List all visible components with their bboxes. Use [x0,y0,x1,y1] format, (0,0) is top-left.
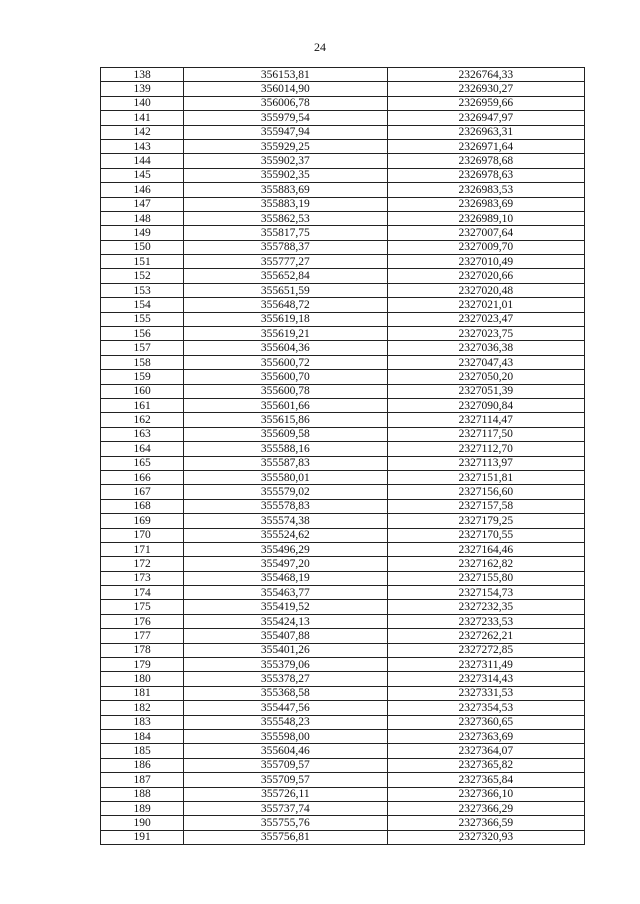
point-number-cell: 191 [101,830,184,844]
y-coordinate-cell: 2327365,84 [387,773,584,787]
x-coordinate-cell: 356153,81 [184,68,387,82]
y-coordinate-cell: 2327262,21 [387,629,584,643]
x-coordinate-cell: 355600,72 [184,355,387,369]
y-coordinate-cell: 2326989,10 [387,211,584,225]
y-coordinate-cell: 2327272,85 [387,643,584,657]
table-row [101,427,585,441]
point-number-cell: 166 [101,470,184,484]
table-row [101,312,585,326]
x-coordinate-cell: 355368,58 [184,686,387,700]
x-coordinate-cell: 355401,26 [184,643,387,657]
point-number-cell: 169 [101,514,184,528]
point-number-cell: 176 [101,614,184,628]
y-coordinate-cell: 2327023,47 [387,312,584,326]
y-coordinate-cell: 2327020,66 [387,269,584,283]
x-coordinate-cell: 355609,58 [184,427,387,441]
y-coordinate-cell: 2327232,35 [387,600,584,614]
point-number-cell: 153 [101,283,184,297]
point-number-cell: 163 [101,427,184,441]
y-coordinate-cell: 2327020,48 [387,283,584,297]
x-coordinate-cell: 355524,62 [184,528,387,542]
y-coordinate-cell: 2327036,38 [387,341,584,355]
point-number-cell: 155 [101,312,184,326]
y-coordinate-cell: 2327007,64 [387,226,584,240]
x-coordinate-cell: 355619,18 [184,312,387,326]
point-number-cell: 190 [101,816,184,830]
y-coordinate-cell: 2327051,39 [387,384,584,398]
x-coordinate-cell: 355574,38 [184,514,387,528]
table-row [101,542,585,556]
x-coordinate-cell: 355588,16 [184,442,387,456]
table-row [101,298,585,312]
table-row [101,226,585,240]
table-row [101,240,585,254]
y-coordinate-cell: 2326971,64 [387,139,584,153]
table-row [101,499,585,513]
table-row [101,773,585,787]
y-coordinate-cell: 2327179,25 [387,514,584,528]
y-coordinate-cell: 2327366,10 [387,787,584,801]
x-coordinate-cell: 355468,19 [184,571,387,585]
point-number-cell: 154 [101,298,184,312]
y-coordinate-cell: 2327117,50 [387,427,584,441]
x-coordinate-cell: 355580,01 [184,470,387,484]
x-coordinate-cell: 355419,52 [184,600,387,614]
table-row [101,168,585,182]
table-row [101,183,585,197]
coordinates-table-body [101,68,585,845]
point-number-cell: 147 [101,197,184,211]
y-coordinate-cell: 2326978,68 [387,154,584,168]
x-coordinate-cell: 355726,11 [184,787,387,801]
x-coordinate-cell: 355604,46 [184,744,387,758]
table-row [101,125,585,139]
y-coordinate-cell: 2327090,84 [387,398,584,412]
point-number-cell: 170 [101,528,184,542]
x-coordinate-cell: 355600,78 [184,384,387,398]
x-coordinate-cell: 355619,21 [184,327,387,341]
x-coordinate-cell: 355598,00 [184,729,387,743]
y-coordinate-cell: 2326930,27 [387,82,584,96]
point-number-cell: 146 [101,183,184,197]
table-row [101,787,585,801]
table-row [101,701,585,715]
y-coordinate-cell: 2327113,97 [387,456,584,470]
y-coordinate-cell: 2327112,70 [387,442,584,456]
table-row [101,139,585,153]
y-coordinate-cell: 2326959,66 [387,96,584,110]
point-number-cell: 162 [101,413,184,427]
x-coordinate-cell: 355652,84 [184,269,387,283]
table-row [101,442,585,456]
y-coordinate-cell: 2326963,31 [387,125,584,139]
y-coordinate-cell: 2327363,69 [387,729,584,743]
table-row [101,816,585,830]
x-coordinate-cell: 355929,25 [184,139,387,153]
x-coordinate-cell: 355817,75 [184,226,387,240]
table-row [101,672,585,686]
y-coordinate-cell: 2327364,07 [387,744,584,758]
point-number-cell: 177 [101,629,184,643]
point-number-cell: 168 [101,499,184,513]
point-number-cell: 180 [101,672,184,686]
point-number-cell: 165 [101,456,184,470]
table-row [101,96,585,110]
x-coordinate-cell: 355579,02 [184,485,387,499]
y-coordinate-cell: 2326764,33 [387,68,584,82]
x-coordinate-cell: 356006,78 [184,96,387,110]
table-row [101,729,585,743]
point-number-cell: 144 [101,154,184,168]
x-coordinate-cell: 355947,94 [184,125,387,139]
table-row [101,485,585,499]
x-coordinate-cell: 355447,56 [184,701,387,715]
x-coordinate-cell: 355600,70 [184,370,387,384]
point-number-cell: 142 [101,125,184,139]
table-row [101,470,585,484]
table-row [101,384,585,398]
y-coordinate-cell: 2327157,58 [387,499,584,513]
table-row [101,744,585,758]
y-coordinate-cell: 2327331,53 [387,686,584,700]
point-number-cell: 174 [101,586,184,600]
point-number-cell: 158 [101,355,184,369]
y-coordinate-cell: 2327050,20 [387,370,584,384]
y-coordinate-cell: 2327155,80 [387,571,584,585]
y-coordinate-cell: 2327170,55 [387,528,584,542]
x-coordinate-cell: 355496,29 [184,542,387,556]
x-coordinate-cell: 355883,19 [184,197,387,211]
table-row [101,355,585,369]
table-row [101,68,585,82]
table-row [101,341,585,355]
y-coordinate-cell: 2327009,70 [387,240,584,254]
point-number-cell: 188 [101,787,184,801]
x-coordinate-cell: 355755,76 [184,816,387,830]
y-coordinate-cell: 2326978,63 [387,168,584,182]
table-row [101,600,585,614]
y-coordinate-cell: 2327151,81 [387,470,584,484]
x-coordinate-cell: 355379,06 [184,658,387,672]
x-coordinate-cell: 355378,27 [184,672,387,686]
point-number-cell: 187 [101,773,184,787]
x-coordinate-cell: 355709,57 [184,773,387,787]
table-row [101,283,585,297]
point-number-cell: 175 [101,600,184,614]
table-row [101,514,585,528]
x-coordinate-cell: 355902,35 [184,168,387,182]
y-coordinate-cell: 2327164,46 [387,542,584,556]
point-number-cell: 167 [101,485,184,499]
point-number-cell: 149 [101,226,184,240]
y-coordinate-cell: 2327021,01 [387,298,584,312]
point-number-cell: 186 [101,758,184,772]
table-row [101,82,585,96]
y-coordinate-cell: 2327366,59 [387,816,584,830]
table-row [101,154,585,168]
x-coordinate-cell: 355756,81 [184,830,387,844]
x-coordinate-cell: 355578,83 [184,499,387,513]
point-number-cell: 183 [101,715,184,729]
point-number-cell: 150 [101,240,184,254]
y-coordinate-cell: 2327311,49 [387,658,584,672]
table-row [101,586,585,600]
x-coordinate-cell: 355587,83 [184,456,387,470]
x-coordinate-cell: 355709,57 [184,758,387,772]
x-coordinate-cell: 355497,20 [184,557,387,571]
table-row [101,111,585,125]
y-coordinate-cell: 2327047,43 [387,355,584,369]
x-coordinate-cell: 355548,23 [184,715,387,729]
point-number-cell: 157 [101,341,184,355]
y-coordinate-cell: 2327114,47 [387,413,584,427]
x-coordinate-cell: 355788,37 [184,240,387,254]
x-coordinate-cell: 355902,37 [184,154,387,168]
table-row [101,413,585,427]
table-row [101,557,585,571]
table-row [101,758,585,772]
point-number-cell: 151 [101,255,184,269]
table-row [101,830,585,844]
x-coordinate-cell: 355424,13 [184,614,387,628]
x-coordinate-cell: 355737,74 [184,801,387,815]
point-number-cell: 145 [101,168,184,182]
point-number-cell: 152 [101,269,184,283]
table-row [101,255,585,269]
table-row [101,528,585,542]
coordinates-table [100,67,585,845]
y-coordinate-cell: 2327156,60 [387,485,584,499]
y-coordinate-cell: 2327162,82 [387,557,584,571]
table-row [101,571,585,585]
y-coordinate-cell: 2327354,53 [387,701,584,715]
point-number-cell: 140 [101,96,184,110]
table-row [101,614,585,628]
point-number-cell: 184 [101,729,184,743]
table-row [101,801,585,815]
point-number-cell: 160 [101,384,184,398]
x-coordinate-cell: 355604,36 [184,341,387,355]
point-number-cell: 171 [101,542,184,556]
point-number-cell: 178 [101,643,184,657]
table-row [101,211,585,225]
table-row [101,398,585,412]
table-row [101,658,585,672]
y-coordinate-cell: 2327023,75 [387,327,584,341]
table-row [101,197,585,211]
table-row [101,715,585,729]
table-row [101,643,585,657]
table-row [101,269,585,283]
point-number-cell: 159 [101,370,184,384]
point-number-cell: 138 [101,68,184,82]
point-number-cell: 182 [101,701,184,715]
y-coordinate-cell: 2327233,53 [387,614,584,628]
point-number-cell: 185 [101,744,184,758]
point-number-cell: 189 [101,801,184,815]
point-number-cell: 181 [101,686,184,700]
point-number-cell: 143 [101,139,184,153]
x-coordinate-cell: 355862,53 [184,211,387,225]
table-row [101,370,585,384]
point-number-cell: 139 [101,82,184,96]
y-coordinate-cell: 2327360,65 [387,715,584,729]
table-row [101,456,585,470]
point-number-cell: 173 [101,571,184,585]
y-coordinate-cell: 2326983,53 [387,183,584,197]
table-row [101,327,585,341]
x-coordinate-cell: 355979,54 [184,111,387,125]
y-coordinate-cell: 2327366,29 [387,801,584,815]
point-number-cell: 148 [101,211,184,225]
y-coordinate-cell: 2327314,43 [387,672,584,686]
x-coordinate-cell: 356014,90 [184,82,387,96]
x-coordinate-cell: 355601,66 [184,398,387,412]
y-coordinate-cell: 2327365,82 [387,758,584,772]
page-number: 24 [314,40,326,54]
x-coordinate-cell: 355651,59 [184,283,387,297]
point-number-cell: 156 [101,327,184,341]
x-coordinate-cell: 355463,77 [184,586,387,600]
table-row [101,686,585,700]
point-number-cell: 141 [101,111,184,125]
x-coordinate-cell: 355883,69 [184,183,387,197]
point-number-cell: 179 [101,658,184,672]
x-coordinate-cell: 355648,72 [184,298,387,312]
point-number-cell: 164 [101,442,184,456]
point-number-cell: 161 [101,398,184,412]
point-number-cell: 172 [101,557,184,571]
y-coordinate-cell: 2327010,49 [387,255,584,269]
y-coordinate-cell: 2326947,97 [387,111,584,125]
x-coordinate-cell: 355777,27 [184,255,387,269]
table-row [101,629,585,643]
x-coordinate-cell: 355407,88 [184,629,387,643]
y-coordinate-cell: 2326983,69 [387,197,584,211]
x-coordinate-cell: 355615,86 [184,413,387,427]
y-coordinate-cell: 2327154,73 [387,586,584,600]
y-coordinate-cell: 2327320,93 [387,830,584,844]
